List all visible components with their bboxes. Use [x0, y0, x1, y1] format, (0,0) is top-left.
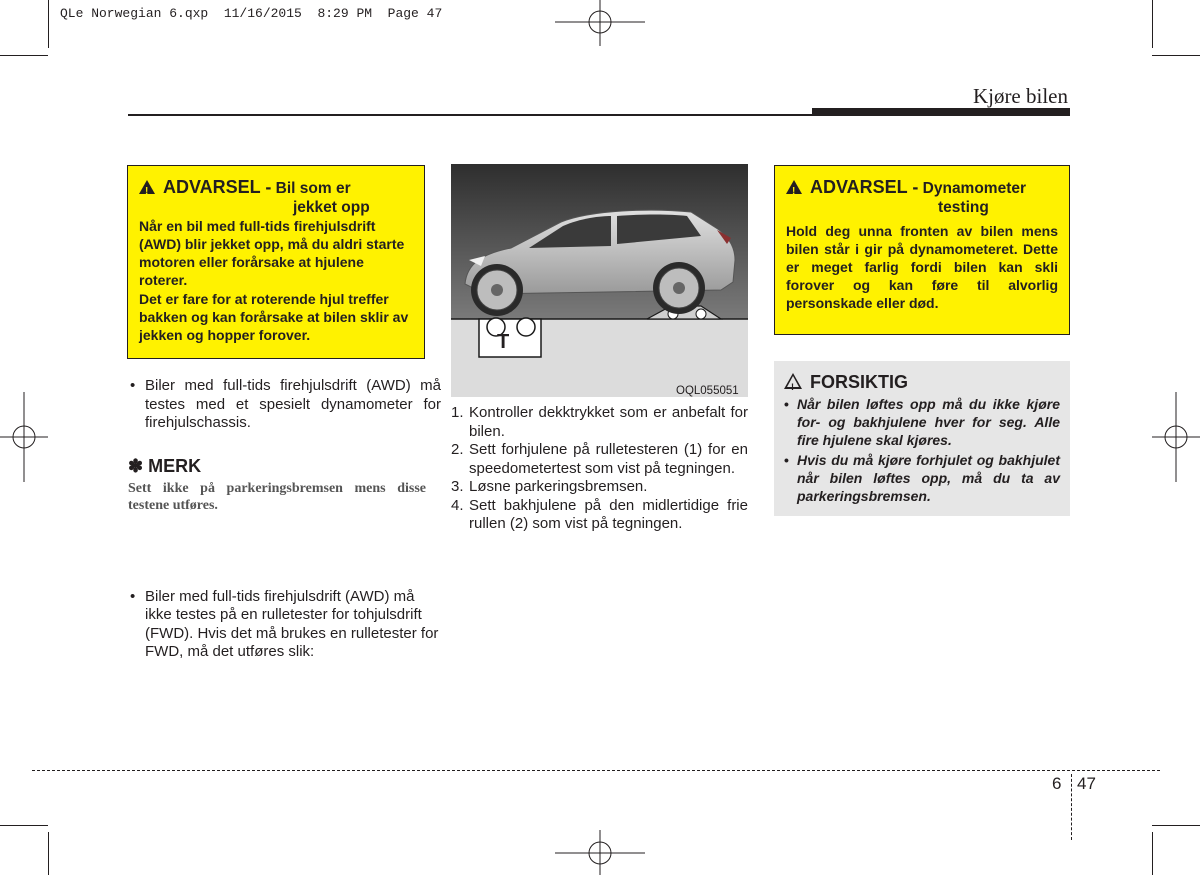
page-number-divider	[1071, 774, 1072, 840]
caution-title: !FORSIKTIG	[784, 371, 1060, 393]
step-item: 2. Sett forhjulene på rulletesteren (1) for en speedometertest som vist på tegningen.	[451, 441, 748, 477]
caution-box	[774, 361, 1070, 516]
warning-paragraph: Det er fare for at roterende hjul treffer bakken og kan forårsake at bilen sklir av jekken og hopper forover.	[139, 291, 409, 343]
figure-code: OQL055051	[676, 385, 739, 397]
warning-paragraph: Hold deg unna fronten av bilen mens bilen står i gir på dynamometeret. Dette er meget farlig fordi bilen kan skli forover og kan føre til alvorlig personskade eller død.	[786, 223, 1058, 311]
bullet-awd-dynamometer: • Biler med full-tids firehjulsdrift (AWD) må testes med et spesielt dynamometer for firehjulschassis.	[128, 377, 441, 433]
caution-item: • Hvis du må kjøre forhjulet og bakhjulet når bilen løftes opp, må du ta av parkeringsbremsen.	[784, 451, 1060, 505]
car-on-dynamometer-illustration	[451, 164, 748, 397]
note-text: Sett ikke på parkeringsbremsen mens disse testene utføres.	[128, 481, 426, 513]
warning-box-jacked	[127, 165, 425, 359]
warning-triangle-icon	[139, 180, 155, 194]
caution-item: • Når bilen løftes opp må du ikke kjøre for- og bakhjulene hver for seg. Alle fire hjulene skal kjøres.	[784, 395, 1060, 449]
step-item: 3. Løsne parkeringsbremsen.	[451, 478, 648, 495]
procedure-steps	[451, 404, 748, 534]
stand-icon: T	[497, 331, 510, 353]
page-number: 47	[1077, 774, 1096, 793]
section-title: Kjøre bilen	[972, 84, 1068, 108]
step-item: 4. Sett bakhjulene på den midlertidige frie rullen (2) som vist på tegningen.	[451, 496, 748, 532]
note-title: ✽ MERK	[128, 456, 202, 476]
header-rule	[128, 114, 828, 116]
warning-triangle-icon	[786, 180, 802, 194]
printer-slug: QLe Norwegian 6.qxp 11/16/2015 8:29 PM Page 47	[60, 6, 443, 21]
warning-title: !ADVARSEL - Bil som er jekket opp	[139, 178, 413, 217]
header-rule-bar	[812, 108, 1070, 116]
warning-title: !ADVARSEL - Dynamometer testing	[786, 178, 1058, 217]
warning-paragraph: Når en bil med full-tids firehjulsdrift (AWD) blir jekket opp, må du aldri starte motoren eller forårsake at hjulene roterer.	[139, 218, 405, 288]
chapter-number: 6	[1052, 774, 1062, 793]
note-star-icon: ✽	[128, 456, 144, 476]
bullet-awd-rulletester: • Biler med full-tids firehjulsdrift (AWD) må ikke testes på en rulletester for tohjulsdrift (FWD). Hvis det må brukes en rulletester for FWD, må det utføres slik:	[128, 588, 441, 662]
footer-rule	[32, 770, 1160, 771]
caution-triangle-icon	[784, 373, 802, 389]
step-item: 1. Kontroller dekktrykket som er anbefalt for bilen.	[451, 404, 748, 440]
warning-box-dynamometer	[774, 165, 1070, 335]
